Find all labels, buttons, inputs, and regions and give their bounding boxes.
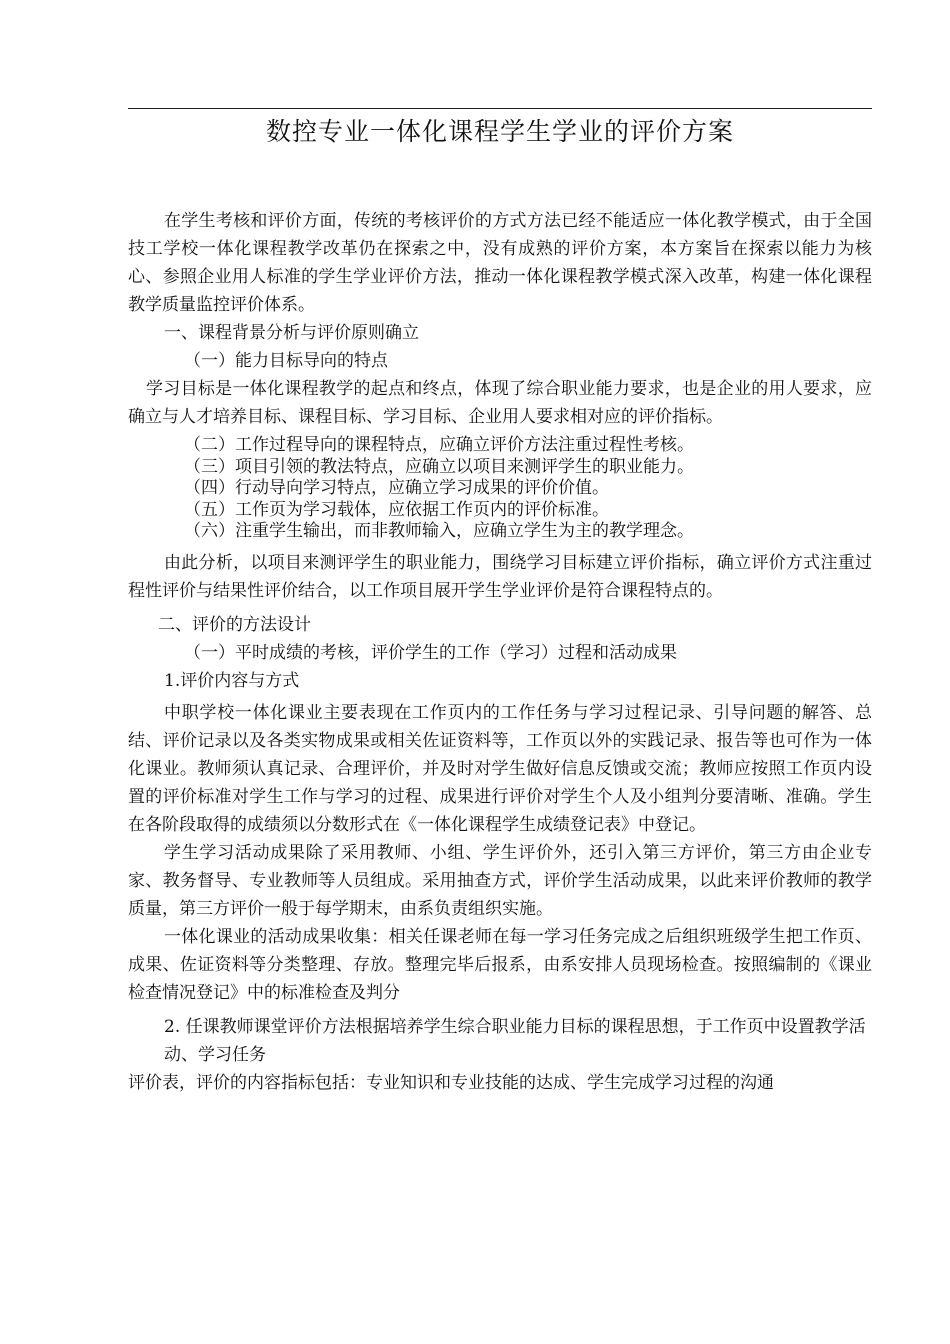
body-paragraph-1: 中职学校一体化课业主要表现在工作页内的工作任务与学习过程记录、引导问题的解答、总结、评价记录以及各类实物成果或相关佐证资料等，工作页以外的实践记录、报告等也可作为一体化课业。教师须认真记录、合理评价，并及时对学生做好信息反馈或交流；教师应按照工作页内设置的评价标准对学生工作与学习的过程、成果进行评价对学生个人及小组判分要清晰、准确。学生在各阶段取得的成绩须以分数形式在《一体化课程学生成绩登记表》中登记。 (128, 702, 872, 835)
summary-paragraph: 由此分析，以项目来测评学生的职业能力，围绕学习目标建立评价指标，确立评价方式注重过程性评价与结果性评价结合，以工作项目展开学生学业评价是符合课程特点的。 (128, 552, 872, 601)
section-heading-2: 二、评价的方法设计 (158, 614, 311, 635)
subsection-1-1-body: 学习目标是一体化课程教学的起点和终点，体现了综合职业能力要求，也是企业的用人要求，应确立与人才培养目标、课程目标、学习目标、企业用人要求相对应的评价指标。 (128, 379, 872, 427)
list-item: （四）行动导向学习特点，应确立学习成果的评价价值。 (184, 478, 609, 498)
continuation-paragraph: 评价表，评价的内容指标包括：专业知识和专业技能的达成、学生完成学习过程的沟通 (128, 1072, 774, 1093)
numbered-item-2: 2. 任课教师课堂评价方法根据培养学生综合职业能力目标的课程思想，于工作页中设置教学活动、学习任务 (164, 1016, 866, 1065)
document-body (128, 207, 872, 1097)
list-item: （二）工作过程导向的课程特点，应确立评价方法注重过程性考核。 (184, 435, 694, 455)
body-paragraph-2: 学生学习活动成果除了采用教师、小组、学生评价外，还引入第三方评价，第三方由企业专家、教务督导、专业教师等人员组成。采用抽查方式，评价学生活动成果，以此来评价教师的教学质量，第三方评价一般于每学期末，由系负责组织实施。 (128, 842, 872, 919)
subsection-heading-1-1: （一）能力目标导向的特点 (184, 351, 388, 371)
section-heading-1: 一、课程背景分析与评价原则确立 (164, 323, 419, 343)
document-title: 数控专业一体化课程学生学业的评价方案 (265, 117, 734, 146)
body-paragraph-3: 一体化课业的活动成果收集：相关任课老师在每一学习任务完成之后组织班级学生把工作页、成果、佐证资料等分类整理、存放。整理完毕后报系，由系安排人员现场检查。按照编制的《课业检查情况登记》中的标准检查及判分 (128, 926, 872, 1003)
list-item: （三）项目引领的教法特点，应确立以项目来测评学生的职业能力。 (184, 456, 694, 477)
list-item: （六）注重学生输出，而非教师输入，应确立学生为主的教学理念。 (184, 521, 694, 541)
header-rule (128, 108, 872, 109)
intro-paragraph: 在学生考核和评价方面，传统的考核评价的方式方法已经不能适应一体化教学模式，由于全国技工学校一体化课程教学改革仍在探索之中，没有成熟的评价方案，本方案旨在探索以能力为核心、参照企业用人标准的学生学业评价方法，推动一体化课程教学模式深入改革，构建一体化课程教学质量监控评价体系。 (128, 211, 872, 315)
list-item: （五）工作页为学习载体，应依据工作页内的评价标准。 (184, 499, 609, 520)
subsection-heading-2-1: （一）平时成绩的考核，评价学生的工作（学习）过程和活动成果 (184, 642, 677, 663)
numbered-heading-1: 1.评价内容与方式 (164, 670, 300, 691)
